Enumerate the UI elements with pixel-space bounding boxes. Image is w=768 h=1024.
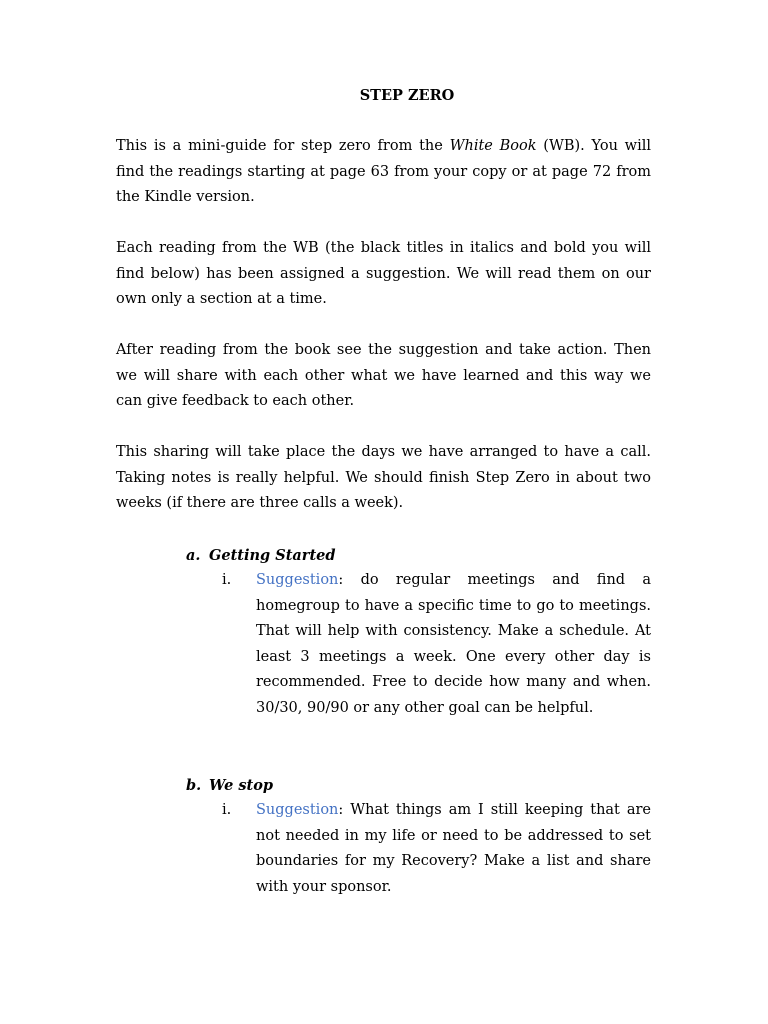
suggestion-label: Suggestion: [256, 802, 339, 818]
intro-text-end: (WB). You will find the readings starting at page 63 from your copy or at page 72 from the Kindle version.: [116, 138, 651, 206]
section-title: Getting Started: [209, 547, 336, 564]
list-item: [256, 798, 651, 900]
section-heading-we-stop: [186, 773, 273, 799]
suggestion-text: : What things am I still keeping that are not needed in my life or need to be addressed to set boundaries for my Recovery? Make a list and share with your sponsor.: [256, 802, 651, 895]
readings-paragraph: Each reading from the WB (the black titles in italics and bold you will find below) has been assigned a suggestion. We will read them on our own only a section at a time.: [116, 240, 651, 308]
suggestion-text: : do regular meetings and find a homegroup to have a specific time to go to meetings. That will help with consistency. Make a schedule. At least 3 meetings a week. One every other day is recommended. Free to decide how many and when. 30/30, 90/90 or any other goal can be helpful.: [256, 572, 651, 716]
section-letter: a.: [186, 547, 201, 564]
book-title: White Book: [449, 138, 537, 154]
section-heading-getting-started: [186, 543, 336, 569]
list-item-number: i.: [222, 572, 232, 588]
list-item-number: i.: [222, 802, 232, 818]
section-letter: b.: [186, 777, 202, 794]
schedule-paragraph: This sharing will take place the days we have arranged to have a call. Taking notes is really helpful. We should finish Step Zero in about two weeks (if there are three calls a week).: [116, 444, 651, 512]
page-title: STEP ZERO: [359, 87, 455, 104]
sharing-paragraph: After reading from the book see the suggestion and take action. Then we will share with each other what we have learned and this way we can give feedback to each other.: [116, 342, 651, 410]
list-item: [256, 568, 651, 722]
intro-paragraph: [116, 134, 651, 211]
intro-text-start: This is a mini-guide for step zero from the: [116, 138, 450, 154]
suggestion-label: Suggestion: [256, 572, 339, 588]
section-title: We stop: [209, 777, 274, 794]
